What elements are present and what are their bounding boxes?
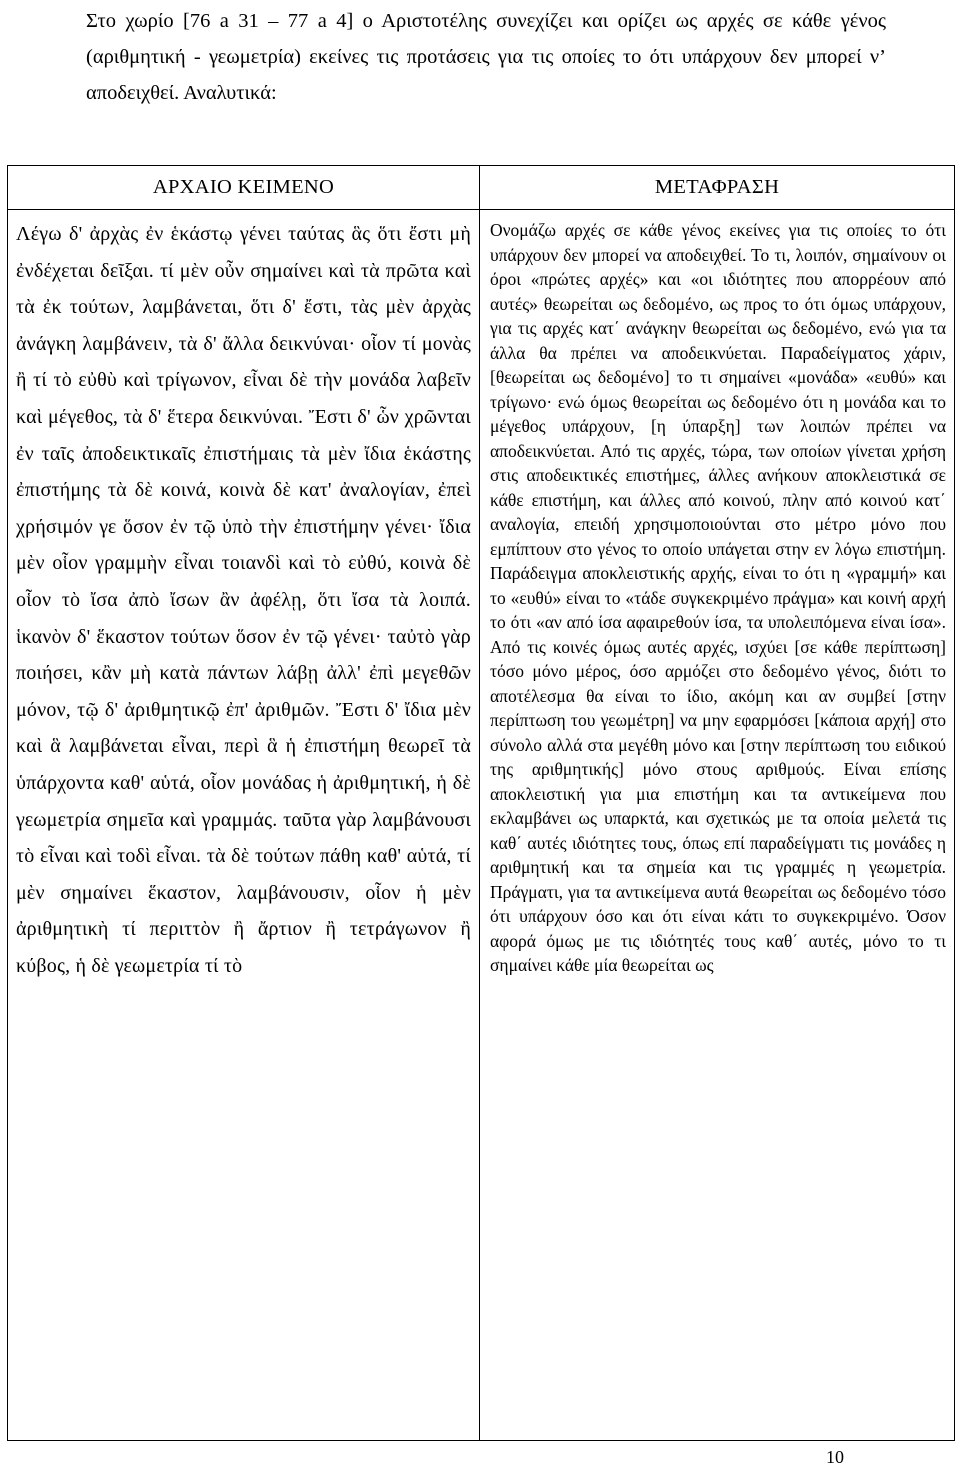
intro-paragraph: Στο χωρίο [76 a 31 – 77 a 4] ο Αριστοτέλης συνεχίζει και ορίζει ως αρχές σε κάθε γένος (αριθμητική - γεωμετρία) εκείνες τις προτάσεις για τις οποίες το ότι υπάρχουν δεν μπορεί ν’ αποδειχθεί. Αναλυτικά: [86, 10, 886, 104]
translation-cell [480, 210, 955, 1441]
ancient-greek-text: Λέγω δ' ἀρχὰς ἐν ἑκάστῳ γένει ταύτας ἃς ὅτι ἔστι μὴ ἐνδέχεται δεῖξαι. τί μὲν οὖν σημαίνει καὶ τὰ πρῶτα καὶ τὰ ἐκ τούτων, λαμβάνεται, ὅτι δ' ἔστι, τὰς μὲν ἀρχὰς ἀνάγκη λαμβάνειν, τὰ δ' ἄλλα δεικνύναι· οἷον τί μονὰς ἢ τί τὸ εὐθὺ καὶ τρίγωνον, εἶναι δὲ τὴν μονάδα λαβεῖν καὶ μέγεθος, τὰ δ' ἕτερα δεικνύναι. Ἔστι δ' ὧν χρῶνται ἐν ταῖς ἀποδεικτικαῖς ἐπιστήμαις τὰ μὲν ἴδια ἑκάστης ἐπιστήμης τὰ δὲ κοινά, κοινὰ δὲ κατ' ἀναλογίαν, ἐπεὶ χρήσιμόν γε ὅσον ἐν τῷ ὑπὸ τὴν ἐπιστήμην γένει· ἴδια μὲν οἷον γραμμὴν εἶναι τοιανδὶ καὶ τὸ εὐθύ, κοινὰ δὲ οἷον τὸ ἴσα ἀπὸ ἴσων ἂν ἀφέλῃ, ὅτι ἴσα τὰ λοιπά. ἱκανὸν δ' ἕκαστον τούτων ὅσον ἐν τῷ γένει· ταὐτὸ γὰρ ποιήσει, κἂν μὴ κατὰ πάντων λάβῃ ἀλλ' ἐπὶ μεγεθῶν μόνον, τῷ δ' ἀριθμητικῷ ἐπ' ἀριθμῶν. Ἔστι δ' ἴδια μὲν καὶ ἃ λαμβάνεται εἶναι, περὶ ἃ ἡ ἐπιστήμη θεωρεῖ τὰ ὑπάρχοντα καθ' αὑτά, οἷον μονάδας ἡ ἀριθμητική, ἡ δὲ γεωμετρία σημεῖα καὶ γραμμάς. ταῦτα γὰρ λαμβάνουσι τὸ εἶναι καὶ τοδὶ εἶναι. τὰ δὲ τούτων πάθη καθ' αὑτά, τί μὲν σημαίνει ἕκαστον, λαμβάνουσιν, οἷον ἡ μὲν ἀριθμητικὴ τί περιττὸν ἢ ἄρτιον ἢ τετράγωνον ἢ κύβος, ἡ δὲ γεωμετρία τί τὸ [16, 223, 471, 977]
page-number: 10 [826, 1447, 844, 1467]
translation-header: ΜΕΤΑΦΡΑΣΗ [480, 166, 955, 210]
translation-text: Ονομάζω αρχές σε κάθε γένος εκείνες για τις οποίες το ότι υπάρχουν δεν μπορεί να αποδειχθεί. Το τι, λοιπόν, σημαίνουν οι όροι «πρώτες αρχές» και «οι ιδιότητες που απορρέουν από αυτές» θεωρείται ως δεδομένο, ως προς το ότι όμως υπάρχουν, για τις αρχές κατ΄ ανάγκην θεωρείται ως δεδομένο, ενώ για τα άλλα θα πρέπει να αποδεικνύεται. Παραδείγματος χάριν, [θεωρείται ως δεδομένο] το τι σημαίνει «μονάδα» «ευθύ» και τρίγωνο· ενώ όμως θεωρείται ως δεδομένο ότι η μονάδα και το μέγεθος υπάρχουν, [η ύπαρξη] των λοιπών πρέπει να αποδεικνύεται. Από τις αρχές, τώρα, των οποίων γίνεται χρήση στις αποδεικτικές επιστήμες, άλλες ανήκουν αποκλειστικά σε κάθε επιστήμη, και άλλες από κοινού, πλην από κοινού κατ΄ αναλογία, επειδή χρησιμοποιούνται στο μέτρο μόνο που εμπίπτουν στο γένος το οποίο υπάγεται στην εν λόγω επιστήμη. Παράδειγμα αποκλειστικής αρχής, είναι το ότι η «γραμμή» και το «ευθύ» είναι το «τάδε συγκεκριμένο πράγμα» και κοινή αρχή το ότι «αν από ίσα αφαιρεθούν ίσα, τα υπολειπόμενα είναι ίσα». Από τις κοινές όμως αυτές αρχές, ισχύει [σε κάθε περίπτωση] τόσο μόνο μέρος, όσο αρμόζει στο δεδομένο γένος, διότι το αποτέλεσμα θα είναι το ίδιο, ακόμη και αν συμβεί [στην περίπτωση του γεωμέτρη] να μην εφαρμόσει [κάποια αρχή] στο σύνολο αλλά στα μεγέθη μόνο και [στην περίπτωση του ειδικού της αριθμητικής] μόνο στους αριθμούς. Είναι επίσης αποκλειστική για μια επιστήμη και τα αντικείμενα που εκλαμβάνει ως υπαρκτά, και σχετικώς με τα οποία μελετά τις καθ΄ αυτές ιδιότητες τους, όπως επί παραδείγματι τις μονάδες η αριθμητική και τα σημεία και τις γραμμές η γεωμετρία. Πράγματι, για τα αντικείμενα αυτά θεωρείται ως δεδομένο τόσο ότι υπάρχουν όσο και ότι είναι κάτι το συγκεκριμένο. Όσον αφορά όμως με τις ιδιότητές τους καθ΄ αυτές, μόνο το τι σημαίνει κάθε μία θεωρείται ως [490, 220, 946, 975]
ancient-text-header: ΑΡΧΑΙΟ ΚΕΙΜΕΝΟ [8, 166, 480, 210]
text-comparison-table [7, 165, 955, 1441]
table-body-row [8, 210, 955, 1441]
table-header-row [8, 166, 955, 210]
ancient-text-cell [8, 210, 480, 1441]
